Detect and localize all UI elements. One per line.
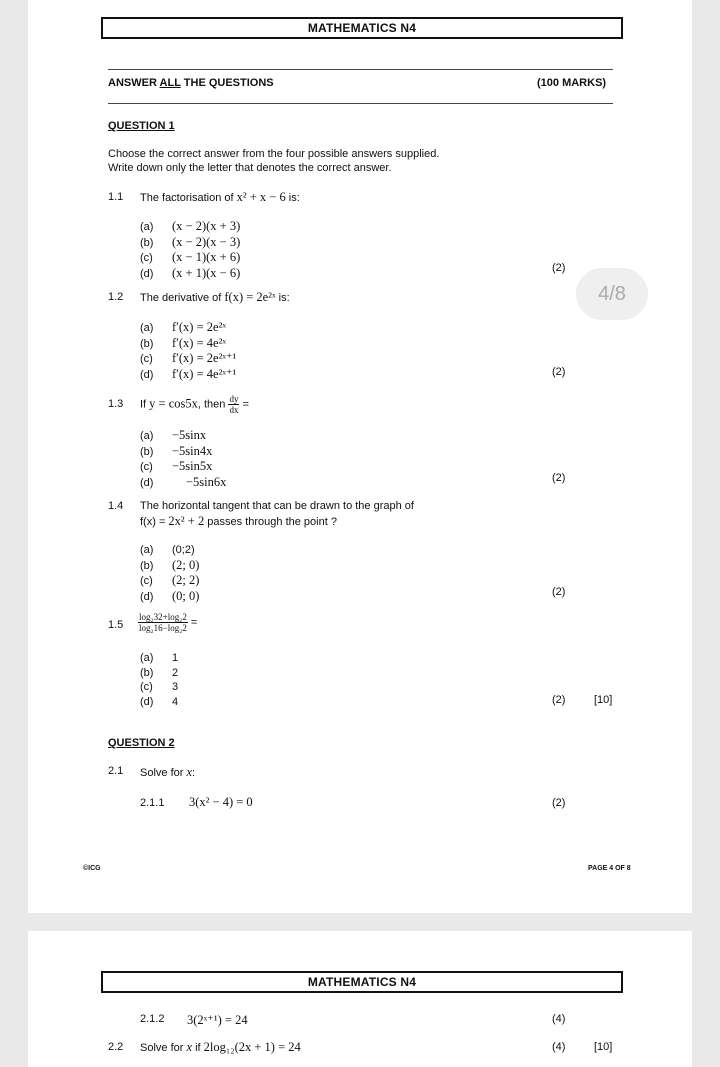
item-stem-line1: The horizontal tangent that can be drawn to the graph of <box>140 500 414 512</box>
options-list <box>140 320 236 382</box>
item-stem: The derivative of f(x) = 2e²ˣ is: <box>140 290 290 304</box>
item-number: 2.1.1 <box>140 797 165 809</box>
option-b: (b) 2 <box>140 666 179 679</box>
item-number: 1.5 <box>108 619 124 631</box>
item-number: 1.4 <box>108 500 124 512</box>
item-number: 2.1.2 <box>140 1013 165 1025</box>
question-1-intro-line2: Write down only the letter that denotes the correct answer. <box>108 162 392 174</box>
option-a: (a) (x − 2)(x + 3) <box>140 219 241 233</box>
option-c: (c) −5sin5x <box>140 459 213 473</box>
option-c: (c) (2; 2) <box>140 573 200 587</box>
option-a: (a) f′(x) = 2e²ˣ <box>140 320 226 334</box>
item-marks: (2) <box>552 262 566 274</box>
option-c: (c) f′(x) = 2e²ˣ⁺¹ <box>140 351 237 365</box>
option-d: (d) 4 <box>140 695 179 708</box>
item-marks: (2) <box>552 797 566 809</box>
option-a: (a) −5sinx <box>140 428 207 442</box>
item-number: 1.2 <box>108 291 124 303</box>
equation: 3(2ˣ⁺¹) = 24 <box>187 1013 248 1027</box>
question-2-heading: QUESTION 2 <box>108 737 175 749</box>
question-total: [10] <box>594 694 613 706</box>
option-c: (c) 3 <box>140 681 179 693</box>
item-number: 2.1 <box>108 765 124 777</box>
item-number: 1.3 <box>108 398 124 410</box>
options-list <box>140 428 226 490</box>
question-1-heading: QUESTION 1 <box>108 120 175 132</box>
item-number: 1.1 <box>108 191 124 203</box>
page-header-title: MATHEMATICS N4 <box>101 971 623 993</box>
option-d: (d) (x + 1)(x − 6) <box>140 265 241 280</box>
instructions-text: ANSWER ALL THE QUESTIONS <box>108 77 274 89</box>
item-marks: (2) <box>552 694 566 706</box>
item-marks: (2) <box>552 366 566 378</box>
divider <box>108 103 613 104</box>
options-list <box>140 543 199 604</box>
question-1-intro-line1: Choose the correct answer from the four possible answers supplied. <box>108 148 440 160</box>
page-indicator-badge: 4/8 <box>576 268 648 320</box>
derivative-fraction: $\frac{dy}{dx}$ <box>229 394 239 415</box>
equation: 3(x² − 4) = 0 <box>189 795 253 809</box>
total-marks: (100 MARKS) <box>537 77 607 89</box>
option-b: (b) −5sin4x <box>140 443 213 458</box>
item-stem: Solve for x: <box>140 765 196 779</box>
item-marks: (4) <box>552 1041 566 1053</box>
item-marks: (4) <box>552 1013 566 1025</box>
item-marks: (2) <box>552 586 566 598</box>
item-stem: The factorisation of x² + x − 6 is: <box>140 190 300 204</box>
option-d: (d) −5sin6x <box>140 474 227 489</box>
item-stem: If y = cos5x, then $\frac{dy}{dx}$ = <box>140 394 249 415</box>
item-number: 2.2 <box>108 1041 124 1053</box>
option-d: (d) (0; 0) <box>140 588 200 603</box>
option-b: (b) (2; 0) <box>140 557 200 572</box>
option-d: (d) f′(x) = 4e²ˣ⁺¹ <box>140 366 237 381</box>
option-b: (b) f′(x) = 4e²ˣ <box>140 335 226 350</box>
exam-page-4 <box>28 0 692 913</box>
footer-page-number: PAGE 4 OF 8 <box>588 865 631 872</box>
exam-page-5 <box>28 931 692 1067</box>
page-header-title: MATHEMATICS N4 <box>101 17 623 39</box>
option-a: (a) 1 <box>140 652 179 664</box>
item-stem: Solve for x if 2log₁₂(2x + 1) = 24 <box>140 1040 301 1054</box>
option-b: (b) (x − 2)(x − 3) <box>140 234 241 249</box>
question-total: [10] <box>594 1041 613 1053</box>
item-marks: (2) <box>552 472 566 484</box>
divider <box>108 69 613 70</box>
options-list <box>140 651 178 709</box>
item-stem-line2: f(x) = 2x² + 2 passes through the point ? <box>140 514 337 528</box>
item-stem: $\frac{\text{log₂32+log₂2}}{\text{log₂16−log₂2}}$ = <box>139 612 198 633</box>
option-a: (a) (0;2) <box>140 544 195 556</box>
option-c: (c) (x − 1)(x + 6) <box>140 250 241 264</box>
options-list <box>140 219 240 281</box>
log-fraction: $\frac{\text{log₂32+log₂2}}{\text{log₂16−log₂2}}$ <box>139 612 187 633</box>
footer-copyright: ©ICG <box>83 865 101 872</box>
